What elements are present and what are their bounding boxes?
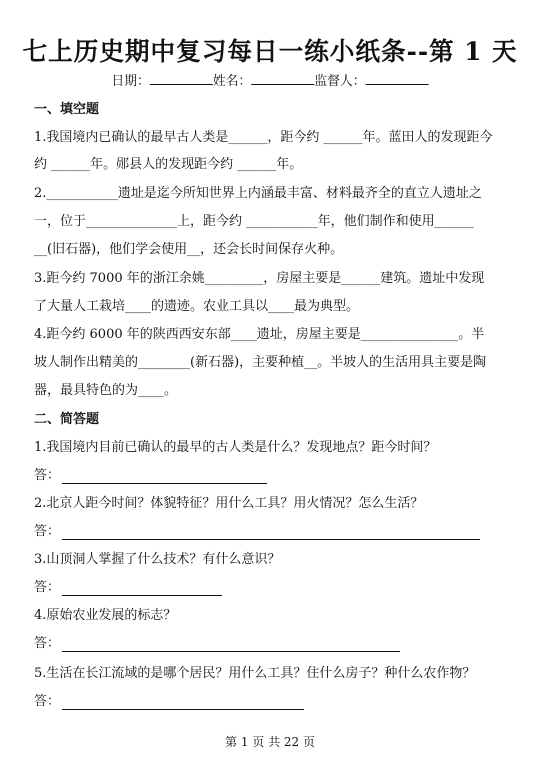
fill-question-4-line-2: 坡人制作出精美的________(新石器)，主要种植__。半坡人的生活用具主要是陶 <box>34 355 487 370</box>
answer-line-2[interactable] <box>62 539 480 540</box>
answer-label-4: 答： <box>34 636 61 651</box>
short-question-2: 2.北京人距今时间？体貌特征？用什么工具？用火情况？怎么生活？ <box>34 496 424 511</box>
answer-label-1: 答： <box>34 468 61 483</box>
header-fields <box>4 70 536 89</box>
answer-line-5[interactable] <box>62 709 304 710</box>
fill-section-heading: 一、填空题 <box>34 102 100 117</box>
fill-question-2-line-1: 2.___________遗址是迄今所知世界上内涵最丰富、材料最齐全的直立人遗址之 <box>34 186 482 201</box>
fill-question-1-line-2: 约 ______年。郧县人的发现距今约 ______年。 <box>34 157 303 172</box>
fill-question-1-line-1: 1.我国境内已确认的最早古人类是______，距今约 ______年。蓝田人的发现距今 <box>34 130 493 145</box>
supervisor-label: 监督人： <box>314 74 366 89</box>
name-label: 姓名： <box>212 74 252 89</box>
page-footer: 第 1 页 共 22 页 <box>225 735 315 749</box>
answer-line-4[interactable] <box>62 651 400 652</box>
fill-question-3-line-2: 了大量人工栽培____的遗迹。农业工具以____最为典型。 <box>34 299 360 314</box>
short-question-5: 5.生活在长江流域的是哪个居民？用什么工具？住什么房子？种什么农作物？ <box>34 666 476 681</box>
short-question-3: 3.山顶洞人掌握了什么技术？有什么意识？ <box>34 552 281 567</box>
supervisor-blank <box>366 72 429 85</box>
fill-question-2-line-3: __(旧石器)，他们学会使用__，还会长时间保存火种。 <box>34 242 344 257</box>
short-question-4: 4.原始农业发展的标志？ <box>34 608 177 623</box>
short-section-heading: 二、简答题 <box>34 412 100 427</box>
short-question-1: 1.我国境内目前已确认的最早的古人类是什么？发现地点？距今时间？ <box>34 440 437 455</box>
name-blank <box>251 72 314 85</box>
date-blank <box>150 72 213 85</box>
answer-line-3[interactable] <box>62 595 222 596</box>
fill-question-4-line-1: 4.距今约 6000 年的陕西西安东部____遗址，房屋主要是_______________。半 <box>34 327 485 342</box>
answer-label-5: 答： <box>34 694 61 709</box>
answer-label-2: 答： <box>34 524 61 539</box>
fill-question-4-line-3: 器，最具特色的为____。 <box>34 383 178 398</box>
answer-label-3: 答： <box>34 580 61 595</box>
fill-question-3-line-1: 3.距今约 7000 年的浙江余姚_________，房屋主要是______建筑。遗址中发现 <box>34 271 485 286</box>
date-label: 日期： <box>111 74 150 89</box>
worksheet-title: 七上历史期中复习每日一练小纸条--第 1 天 <box>22 37 518 66</box>
answer-line-1[interactable] <box>62 483 267 484</box>
fill-question-2-line-2: 一，位于______________上，距今约 ___________年，他们制作和使用______ <box>34 214 474 229</box>
